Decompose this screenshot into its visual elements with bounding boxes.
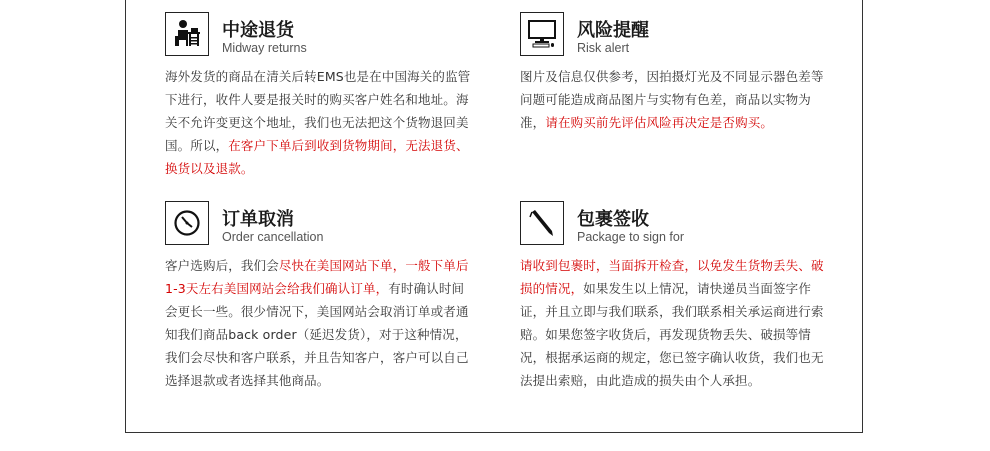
section-package-sign	[520, 201, 840, 392]
body-text-highlight: 在客户下单后到收到货物期间，无法退货、换货以及退款。	[165, 138, 469, 176]
body-text-highlight: 请在购买前先评估风险再决定是否购买。	[545, 115, 774, 130]
section-subtitle: Package to sign for	[577, 230, 685, 244]
section-title: 订单取消	[222, 209, 294, 230]
body-text-highlight: 请收到包裹时，当面拆开检查，以免发生货物丢失、破损的情况，	[520, 258, 824, 296]
section-midway-returns	[165, 12, 485, 180]
section-order-cancellation	[165, 201, 485, 392]
body-text-normal: 如果发生以上情况，请快递员当面签字作证，并且立即与我们联系，我们联系相关承运商进行索赔。如果您签字收货后，再发现货物丢失、破损等情况，根据承运商的规定，您已签字确认收货，我们也无法提出索赔，由此造成的损失由个人承担。	[520, 281, 824, 388]
section-title: 中途退货	[222, 20, 294, 41]
body-text-highlight: 尽快在美国网站下单，一般下单后1-3天左右美国网站会给我们确认订单，	[165, 258, 469, 296]
section-header	[165, 201, 485, 247]
section-body	[520, 65, 828, 134]
body-text-normal: 海外发货的商品在清关后转EMS也是在中国海关的监管下进行，收件人要是报关时的购买客户姓名和地址。海关不允许变更这个地址，我们也无法把这个货物退回美国。所以，	[165, 69, 471, 153]
section-risk-alert	[520, 12, 840, 134]
pen-icon	[520, 201, 564, 245]
section-header	[165, 12, 485, 58]
computer-monitor-icon	[520, 12, 564, 56]
section-subtitle: Midway returns	[222, 41, 307, 55]
body-text-normal: 图片及信息仅供参考，因拍摄灯光及不同显示器色差等问题可能造成商品图片与实物有色差，商品以实物为准，	[520, 69, 824, 130]
section-title: 风险提醒	[577, 20, 649, 41]
section-subtitle: Risk alert	[577, 41, 630, 55]
section-body	[520, 254, 828, 392]
body-text-normal: 有时确认时间会更长一些。很少情况下，美国网站会取消订单或者通知我们商品back order（延迟发货），对于这种情况，我们会尽快和客户联系，并且告知客户，客户可以自己选择退款或者选择其他商品。	[165, 281, 469, 388]
clock-icon	[165, 201, 209, 245]
section-header	[520, 201, 840, 247]
section-body	[165, 65, 473, 180]
section-header	[520, 12, 840, 58]
section-body	[165, 254, 473, 392]
person-at-desk-icon	[165, 12, 209, 56]
section-subtitle: Order cancellation	[222, 230, 324, 244]
body-text-normal: 客户选购后，我们会	[165, 258, 279, 273]
section-title: 包裹签收	[577, 209, 649, 230]
